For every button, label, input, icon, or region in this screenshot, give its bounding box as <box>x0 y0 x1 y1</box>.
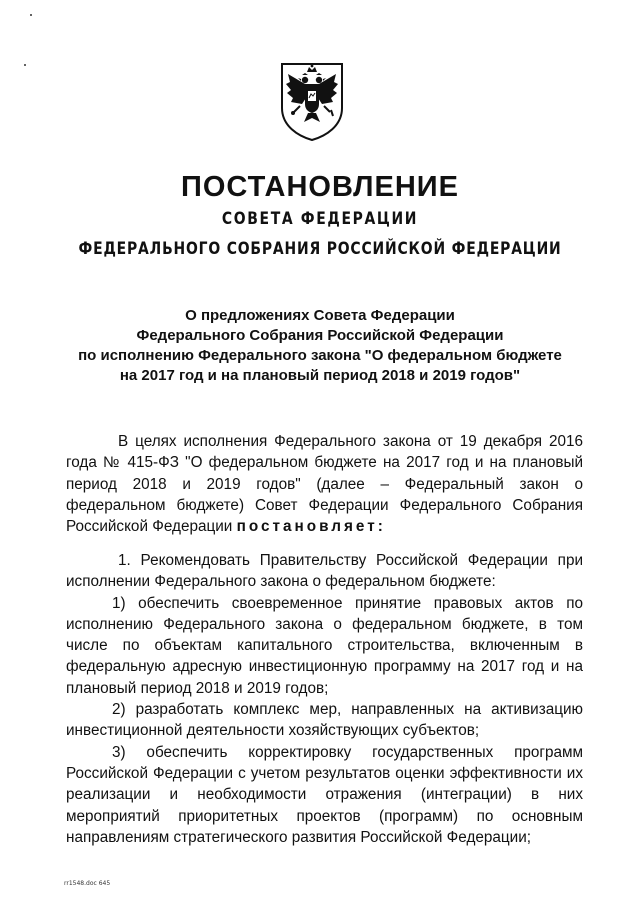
preamble-paragraph <box>66 431 583 537</box>
subject-line: О предложениях Совета Федерации <box>185 307 455 324</box>
preamble-text: В целях исполнения Федерального закона от 19 декабря 2016 года № 415-ФЗ "О федеральном бюджете на 2017 год и на плановый период 2018 и 2019 годов" (далее – Федеральный закон о федеральном бюджете) Совет Федерации Федерального Собрания Российской Федерации <box>66 433 583 536</box>
preamble <box>66 431 583 537</box>
issuer-line-1: СОВЕТА ФЕДЕРАЦИИ <box>221 209 419 229</box>
decision-word: постановляет: <box>236 518 386 536</box>
issuer-line-2: ФЕДЕРАЛЬНОГО СОБРАНИЯ РОССИЙСКОЙ ФЕДЕРАЦИИ <box>78 239 562 259</box>
russian-coat-of-arms-icon <box>278 60 346 142</box>
document-code: rr1548.doc 645 <box>64 880 111 887</box>
subitem-3: 3) обеспечить корректировку государственных программ Российской Федерации с учетом результатов оценки эффективности их реализации и необходимости отражения (интеграции) в них мероприятий приоритетных проектов (программ) по основным направлениям стратегического развития Российской Федерации; <box>66 743 583 846</box>
item-1: 1. Рекомендовать Правительству Российской Федерации при исполнении Федерального закона о федеральном бюджете: <box>66 552 583 591</box>
subitem-2: 2) разработать комплекс мер, направленных на активизацию инвестиционной деятельности хозяйствующих субъектов; <box>66 701 583 740</box>
scan-artifact <box>24 64 26 66</box>
subitem-1: 1) обеспечить своевременное принятие правовых актов по исполнению Федерального закона о федеральном бюджете, в том числе по объектам капитального строительства, включенным в федеральную адресную инвестиционную программу на 2017 год и на плановый период 2018 и 2019 годов; <box>66 594 583 697</box>
scan-artifact <box>30 14 32 16</box>
resolution-items <box>66 550 583 848</box>
subject-line: Федерального Собрания Российской Федерации <box>136 327 504 344</box>
subject-line: на 2017 год и на плановый период 2018 и 2019 годов" <box>119 367 521 384</box>
document-subject <box>40 306 600 386</box>
document-title: ПОСТАНОВЛЕНИЕ <box>181 171 459 203</box>
subject-line: по исполнению Федерального закона "О федеральном бюджете <box>78 347 562 364</box>
